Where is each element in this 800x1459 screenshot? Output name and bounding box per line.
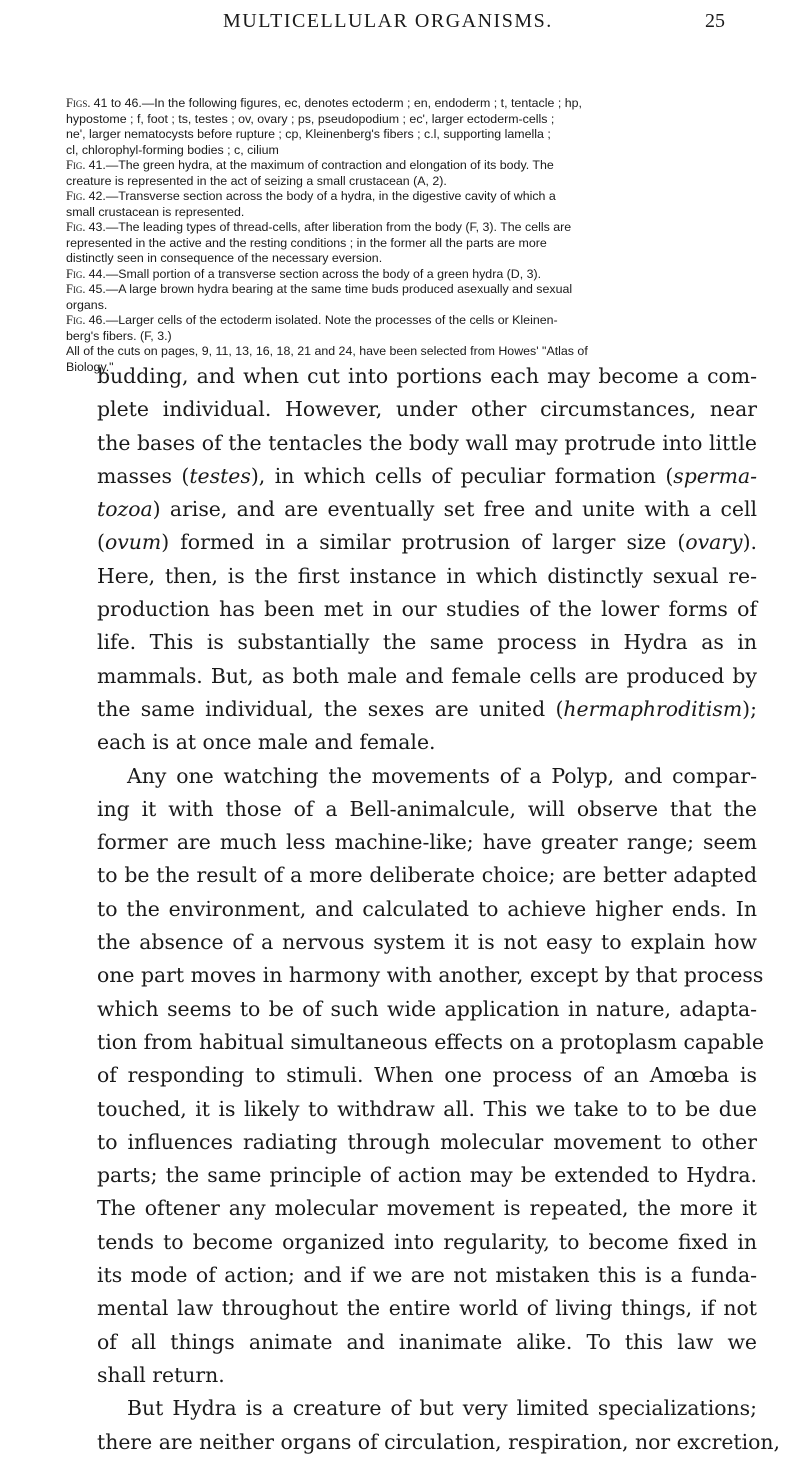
figure-caption: [66, 158, 750, 189]
caption-label: Fig.: [66, 189, 89, 203]
text-line: of responding to stimuli. When one process of an Amœba is: [97, 1063, 757, 1088]
caption-text: organs.: [66, 297, 108, 312]
text-line: But Hydra is a creature of but very limited specializations;: [127, 1396, 757, 1421]
text-line: the same individual, the sexes are united (hermaphroditism);: [97, 696, 757, 721]
caption-line: [66, 189, 750, 205]
caption-line: [66, 173, 750, 190]
caption-line: [66, 282, 750, 298]
text-line: ing it with those of a Bell-animalcule, will observe that the: [97, 796, 757, 821]
text-line: parts; the same principle of action may be extended to Hydra.: [97, 1163, 757, 1188]
text-line: The oftener any molecular movement is repeated, the more it: [97, 1196, 757, 1221]
caption-line: [66, 127, 750, 143]
caption-line: [66, 220, 750, 236]
caption-text: 46.—Larger cells of the ectoderm isolated. Note the processes of the cells or Kleinen-: [88, 313, 558, 327]
figure-caption: [66, 96, 750, 158]
caption-label: Fig.: [66, 266, 89, 281]
paragraph-budding: [67, 360, 757, 760]
caption-line: [66, 251, 750, 267]
caption-line: [66, 344, 750, 360]
caption-line: [66, 313, 750, 329]
figure-caption: [66, 220, 750, 267]
caption-text: All of the cuts on pages, 9, 11, 13, 16, 18, 21 and 24, have been selected from Howes' "Atlas of: [66, 344, 588, 358]
caption-line: [66, 328, 750, 345]
text-line: production has been met in our studies of the lower forms of: [97, 597, 757, 622]
body-text: [67, 360, 780, 1459]
text-line: mental law throughout the entire world of living things, if not: [97, 1296, 757, 1321]
figure-caption: [66, 189, 750, 220]
text-line: Any one watching the movements of a Polyp, and compar-: [127, 763, 757, 788]
text-line: the bases of the tentacles the body wall may protrude into little: [97, 430, 757, 455]
text-line: tozoa) arise, and are eventually set free and unite with a cell: [97, 497, 757, 522]
caption-line: [66, 297, 750, 314]
caption-text: cl, chlorophyl-forming bodies ; c, cilium: [66, 142, 279, 157]
text-line: budding, and when cut into portions each may become a com-: [97, 364, 757, 388]
text-line: one part moves in harmony with another, except by that process: [97, 963, 764, 988]
text-line: tion from habitual simultaneous effects on a protoplasm capable: [97, 1029, 764, 1054]
text-line: to influences radiating through molecular movement to other: [97, 1129, 757, 1154]
caption-line: [66, 111, 750, 128]
caption-line: [66, 96, 750, 112]
caption-text: creature is represented in the act of seizing a small crustacean (A, 2).: [66, 173, 447, 188]
text-line: touched, it is likely to withdraw all. This we take to to be due: [97, 1096, 757, 1121]
caption-text: 45.—A large brown hydra bearing at the same time buds produced asexually and sexual: [88, 282, 573, 296]
caption-text: Biology.": [66, 359, 114, 374]
text-line: former are much less machine-like; have greater range; seem: [97, 830, 757, 855]
caption-label: Fig.: [66, 313, 89, 327]
text-line: each is at once male and female.: [97, 730, 436, 755]
caption-text: distinctly seen in consequence of the necessary eversion.: [66, 251, 383, 265]
caption-text: represented in the active and the resting conditions ; in the former all the parts are more: [66, 235, 547, 250]
page-header: [0, 6, 800, 40]
caption-text: 41 to 46.—In the following figures, ec, denotes ectoderm ; en, endoderm ; t, tentacle ; hp,: [93, 96, 582, 110]
text-line: mammals. But, as both male and female cells are produced by: [97, 663, 757, 688]
caption-line: [66, 204, 750, 221]
text-line: which seems to be of such wide application in nature, adapta-: [97, 996, 757, 1021]
caption-label: Fig.: [66, 220, 89, 234]
text-line: Here, then, is the first instance in which distinctly sexual re-: [97, 563, 757, 588]
figure-caption: [66, 313, 750, 344]
caption-line: [66, 266, 750, 283]
caption-text: berg's fibers. (F, 3.): [66, 328, 172, 343]
text-line: there are neither organs of circulation, respiration, nor excretion,: [97, 1429, 780, 1454]
figure-caption: [66, 282, 750, 313]
text-line: life. This is substantially the same process in Hydra as in: [97, 630, 757, 655]
text-line: shall return.: [97, 1362, 225, 1387]
caption-label: Figs.: [66, 96, 94, 110]
running-head: MULTICELLULAR ORGANISMS.: [223, 10, 553, 32]
page-number: 25: [705, 10, 725, 32]
caption-line: [66, 158, 750, 174]
caption-text: hypostome ; f, foot ; ts, testes ; ov, ovary ; ps, pseudopodium ; ec', larger ectoderm-cells ;: [66, 111, 555, 126]
text-line: its mode of action; and if we are not mistaken this is a funda-: [97, 1263, 757, 1288]
text-line: the absence of a nervous system it is not easy to explain how: [97, 930, 757, 955]
paragraph-polyp-movements: [67, 760, 764, 1393]
text-line: tends to become organized into regularity, to become fixed in: [97, 1229, 757, 1254]
caption-line: [66, 142, 750, 159]
text-line: masses (testes), in which cells of peculiar formation (sperma-: [97, 463, 757, 488]
text-line: plete individual. However, under other circumstances, near: [97, 397, 757, 422]
caption-text: 42.—Transverse section across the body of a hydra, in the digestive cavity of which a: [88, 189, 556, 203]
text-line: to be the result of a more deliberate choice; are better adapted: [97, 863, 757, 888]
caption-text: ne', larger nematocysts before rupture ; cp, Kleinenberg's fibers ; c.l, supporting lamella ;: [66, 127, 551, 141]
caption-text: 41.—The green hydra, at the maximum of contraction and elongation of its body. The: [88, 158, 554, 172]
caption-text: 43.—The leading types of thread-cells, after liberation from the body (F, 3). The cells are: [88, 220, 572, 234]
text-line: of all things animate and inanimate alike. To this law we: [97, 1329, 757, 1354]
text-line: to the environment, and calculated to achieve higher ends. In: [97, 896, 757, 921]
caption-line: [66, 235, 750, 252]
figure-captions: [66, 96, 750, 375]
caption-text: 44.—Small portion of a transverse section across the body of a green hydra (D, 3).: [88, 266, 542, 281]
caption-text: small crustacean is represented.: [66, 204, 245, 219]
caption-label: Fig.: [66, 282, 89, 296]
paragraph-hydra-specializations: [67, 1392, 780, 1459]
caption-label: Fig.: [66, 158, 89, 172]
figure-caption: [66, 267, 750, 283]
text-line: (ovum) formed in a similar protrusion of larger size (ovary).: [97, 530, 757, 555]
